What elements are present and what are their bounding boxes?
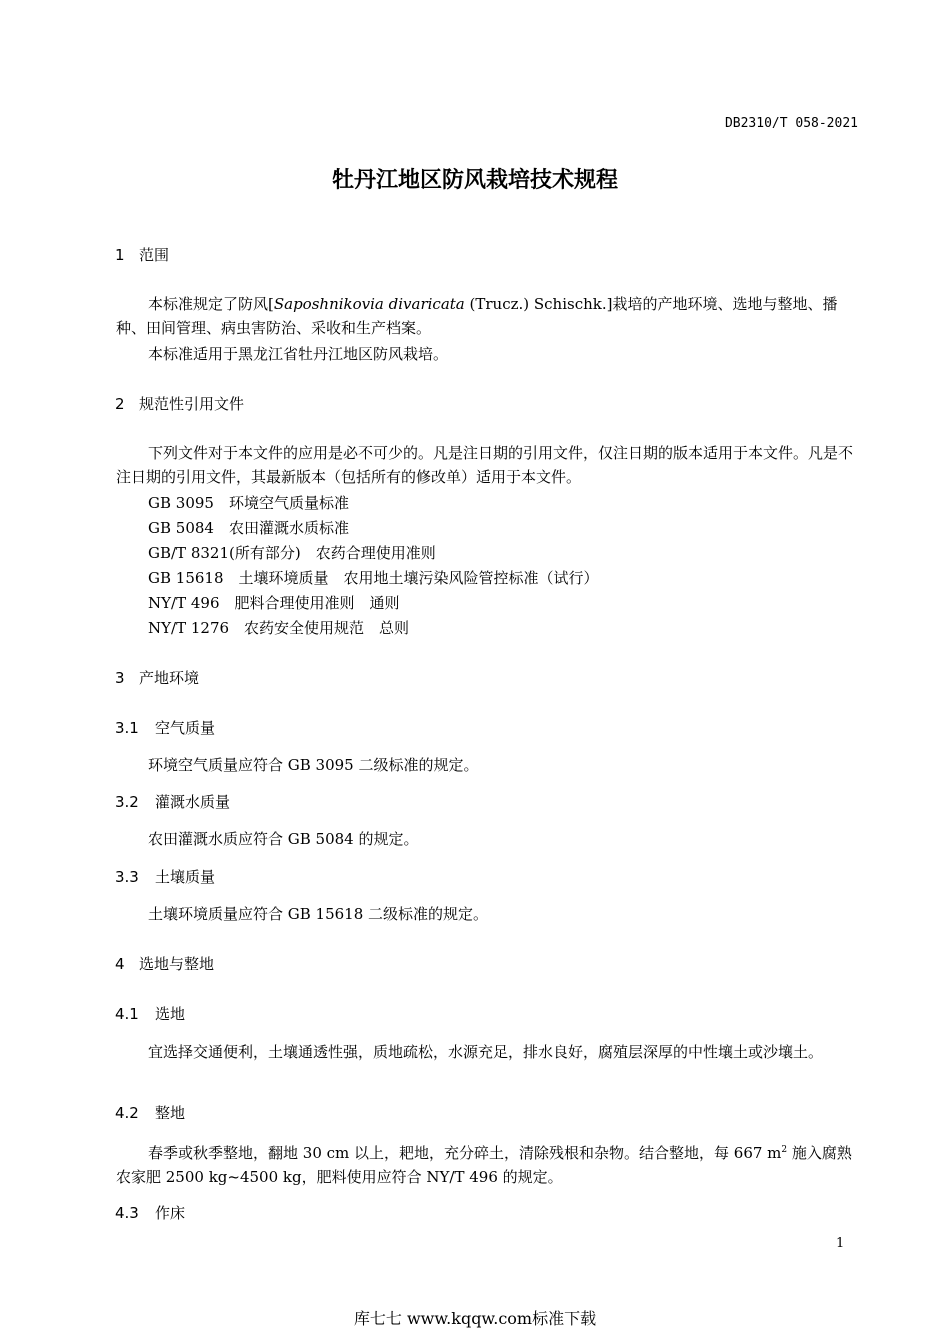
subsection-4-2-heading [115,1102,185,1123]
section-1-paragraph-1 [116,292,860,340]
subsection-title: 土壤质量 [155,868,216,886]
subsection-4-3-heading [115,1202,185,1223]
subsection-number: 4.2 [115,1104,139,1122]
reference-item: GB/T 8321(所有部分) 农药合理使用准则 [148,544,436,562]
subsection-3-3-heading [115,866,215,887]
superscript: 2 [781,1145,788,1155]
subsection-title: 选地 [155,1005,186,1023]
subsection-title: 作床 [155,1204,186,1222]
section-title: 选地与整地 [139,955,215,973]
text-run: 春季或秋季整地，翻地 30 cm 以上，耙地，充分碎土，清除残根和杂物。结合整地，每 667 m [148,1144,782,1162]
section-4-heading [115,953,214,974]
section-1-heading [115,244,169,265]
subsection-3-3-text: 土壤环境质量应符合 GB 15618 二级标准的规定。 [148,905,489,923]
section-title: 规范性引用文件 [139,395,245,413]
subsection-number: 3.1 [115,719,139,737]
reference-item: GB 5084 农田灌溉水质标准 [148,519,349,537]
section-3-heading [115,667,199,688]
subsection-number: 4.3 [115,1204,139,1222]
document-number: DB2310/T 058-2021 [724,116,858,131]
page-number: 1 [836,1236,845,1251]
subsection-3-1-heading [115,717,215,738]
subsection-number: 3.3 [115,868,139,886]
subsection-title: 灌溉水质量 [155,793,231,811]
text-run: 施入腐熟农家肥 2500 kg~4500 kg，肥料使用应符合 NY/T 496 的规定。 [116,1144,852,1186]
subsection-4-1-heading [115,1003,185,1024]
text-run: 本标准规定了防风[ [148,295,274,313]
subsection-number: 4.1 [115,1005,139,1023]
subsection-4-2-text [116,1138,860,1189]
reference-item: GB 15618 土壤环境质量 农用地土壤污染风险管控标准（试行） [148,569,599,587]
section-number: 4 [115,955,125,973]
section-number: 3 [115,669,125,687]
section-title: 范围 [139,246,170,264]
reference-item: GB 3095 环境空气质量标准 [148,494,349,512]
reference-item: NY/T 1276 农药安全使用规范 总则 [148,619,410,637]
subsection-title: 空气质量 [155,719,216,737]
section-1-paragraph-2: 本标准适用于黑龙江省牡丹江地区防风栽培。 [148,345,449,363]
section-number: 1 [115,246,125,264]
footer-watermark: 库七七 www.kqqw.com标准下载 [353,1309,597,1328]
section-title: 产地环境 [139,669,200,687]
subsection-3-2-text: 农田灌溉水质应符合 GB 5084 的规定。 [148,830,419,848]
reference-item: NY/T 496 肥料合理使用准则 通则 [148,594,400,612]
subsection-3-1-text: 环境空气质量应符合 GB 3095 二级标准的规定。 [148,756,479,774]
text-run: (Trucz.) Schischk.]栽培的产地环境、选地与整地、播种、田间管理、病虫害防治、采收和生产档案。 [116,295,838,337]
section-number: 2 [115,395,125,413]
subsection-number: 3.2 [115,793,139,811]
subsection-4-1-text: 宜选择交通便利，土壤通透性强，质地疏松，水源充足，排水良好，腐殖层深厚的中性壤土或沙壤土。 [148,1043,824,1061]
species-name: Saposhnikovia divaricata [273,295,465,313]
page-title: 牡丹江地区防风栽培技术规程 [331,168,618,193]
section-2-heading [115,393,244,414]
subsection-title: 整地 [155,1104,186,1122]
subsection-3-2-heading [115,791,230,812]
section-2-intro: 下列文件对于本文件的应用是必不可少的。凡是注日期的引用文件，仅注日期的版本适用于本文件。凡是不注日期的引用文件，其最新版本（包括所有的修改单）适用于本文件。 [116,444,854,486]
